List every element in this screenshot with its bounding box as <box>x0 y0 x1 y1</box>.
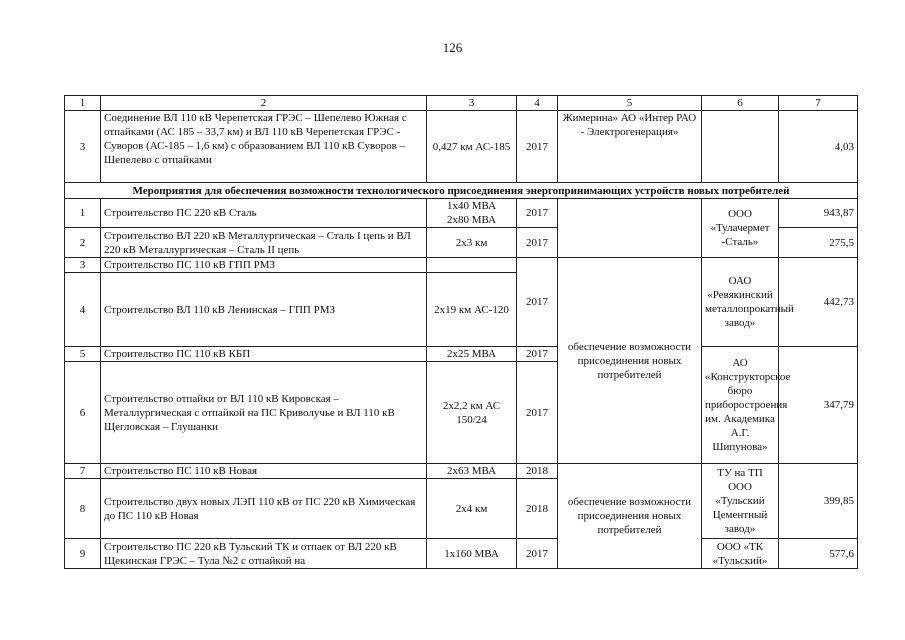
row-capacity: 2х63 МВА <box>427 464 517 479</box>
row-owner: ОАО «Ревякинский металлопрокатный завод» <box>702 258 779 347</box>
row-owner: ООО «Тулачермет -Сталь» <box>702 199 779 258</box>
row-capacity: 2х4 км <box>427 479 517 539</box>
row-cost: 442,73 <box>779 258 858 347</box>
row-number: 8 <box>65 479 101 539</box>
row-description: Соединение ВЛ 110 кВ Черепетская ГРЭС – Шепелево Южная с отпайками (АС 185 – 33,7 км) и ВЛ 110 кВ Черепетская ГРЭС - Суворов (АС-185 – 1,6 км) с образованием ВЛ 110 кВ Суворов – Шепелево с отпайками <box>101 111 427 183</box>
row-description: Строительство отпайки от ВЛ 110 кВ Кировская – Металлургическая с отпайкой на ПС Криволучье и ВЛ 110 кВ Щегловская – Глушанки <box>101 362 427 464</box>
row-owner: ООО «ТК «Тульский» <box>702 539 779 569</box>
row-year: 2018 <box>517 479 558 539</box>
row-capacity: 2х3 км <box>427 228 517 258</box>
row-description: Строительство ПС 220 кВ Тульский ТК и отпаек от ВЛ 220 кВ Щекинская ГРЭС – Тула №2 с отпайкой на <box>101 539 427 569</box>
row-cost: 577,6 <box>779 539 858 569</box>
row-capacity <box>427 258 517 273</box>
row-capacity: 2х2,2 км АС 150/24 <box>427 362 517 464</box>
row-description: Строительство ВЛ 110 кВ Ленинская – ГПП РМЗ <box>101 273 427 347</box>
row-cost: 943,87 <box>779 199 858 228</box>
header-col-7: 7 <box>779 96 858 111</box>
row-year: 2017 <box>517 362 558 464</box>
row-capacity: 0,427 км АС-185 <box>427 111 517 183</box>
investment-table <box>64 95 858 569</box>
header-col-2: 2 <box>101 96 427 111</box>
row-number: 7 <box>65 464 101 479</box>
row-owner <box>702 111 779 183</box>
row-purpose: Жимерина» АО «Интер РАО - Электрогенерация» <box>558 111 702 183</box>
header-col-4: 4 <box>517 96 558 111</box>
row-year: 2017 <box>517 258 558 347</box>
table-row <box>65 111 858 183</box>
table-row <box>65 258 858 273</box>
row-number: 2 <box>65 228 101 258</box>
table-row <box>65 539 858 569</box>
row-owner: АО «Конструкторское бюро приборостроения им. Академика А.Г. Шипунова» <box>702 347 779 464</box>
row-purpose: обеспечение возможности присоединения новых потребителей <box>558 258 702 464</box>
row-year: 2018 <box>517 464 558 479</box>
row-year: 2017 <box>517 347 558 362</box>
row-capacity: 1х160 МВА <box>427 539 517 569</box>
row-number: 5 <box>65 347 101 362</box>
row-cost: 399,85 <box>779 464 858 539</box>
row-description: Строительство двух новых ЛЭП 110 кВ от ПС 220 кВ Химическая до ПС 110 кВ Новая <box>101 479 427 539</box>
header-row <box>65 96 858 111</box>
row-cost: 347,79 <box>779 347 858 464</box>
row-owner: ТУ на ТП ООО «Тульский Цементный завод» <box>702 464 779 539</box>
capacity-line: 2х80 МВА <box>446 214 497 226</box>
row-number: 6 <box>65 362 101 464</box>
row-description: Строительство ПС 110 кВ Новая <box>101 464 427 479</box>
page-number: 126 <box>442 40 463 55</box>
row-number: 4 <box>65 273 101 347</box>
row-cost: 4,03 <box>779 111 858 183</box>
header-col-5: 5 <box>558 96 702 111</box>
row-description: Строительство ВЛ 220 кВ Металлургическая – Сталь I цепь и ВЛ 220 кВ Металлургическая – Сталь II цепь <box>101 228 427 258</box>
row-capacity: 2х25 МВА <box>427 347 517 362</box>
row-cost: 275,5 <box>779 228 858 258</box>
row-capacity: 2х19 км АС-120 <box>427 273 517 347</box>
row-description: Строительство ПС 110 кВ ГПП РМЗ <box>101 258 427 273</box>
row-year: 2017 <box>517 199 558 228</box>
table-row <box>65 347 858 362</box>
row-description: Строительство ПС 110 кВ КБП <box>101 347 427 362</box>
row-number: 1 <box>65 199 101 228</box>
row-year: 2017 <box>517 111 558 183</box>
row-description: Строительство ПС 220 кВ Сталь <box>101 199 427 228</box>
capacity-line: 1х40 МВА <box>446 200 497 212</box>
header-col-3: 3 <box>427 96 517 111</box>
row-purpose: обеспечение возможности присоединения новых потребителей <box>558 464 702 569</box>
row-year: 2017 <box>517 228 558 258</box>
row-number: 3 <box>65 258 101 273</box>
header-col-6: 6 <box>702 96 779 111</box>
row-number: 9 <box>65 539 101 569</box>
section-row <box>65 183 858 199</box>
row-year: 2017 <box>517 539 558 569</box>
row-purpose-empty <box>558 199 702 258</box>
row-capacity <box>427 199 517 228</box>
section-title: Мероприятия для обеспечения возможности технологического присоединения энергопринимающих устройств новых потребителей <box>65 183 858 199</box>
header-col-1: 1 <box>65 96 101 111</box>
table-row <box>65 199 858 228</box>
row-number: 3 <box>65 111 101 183</box>
table-row <box>65 464 858 479</box>
